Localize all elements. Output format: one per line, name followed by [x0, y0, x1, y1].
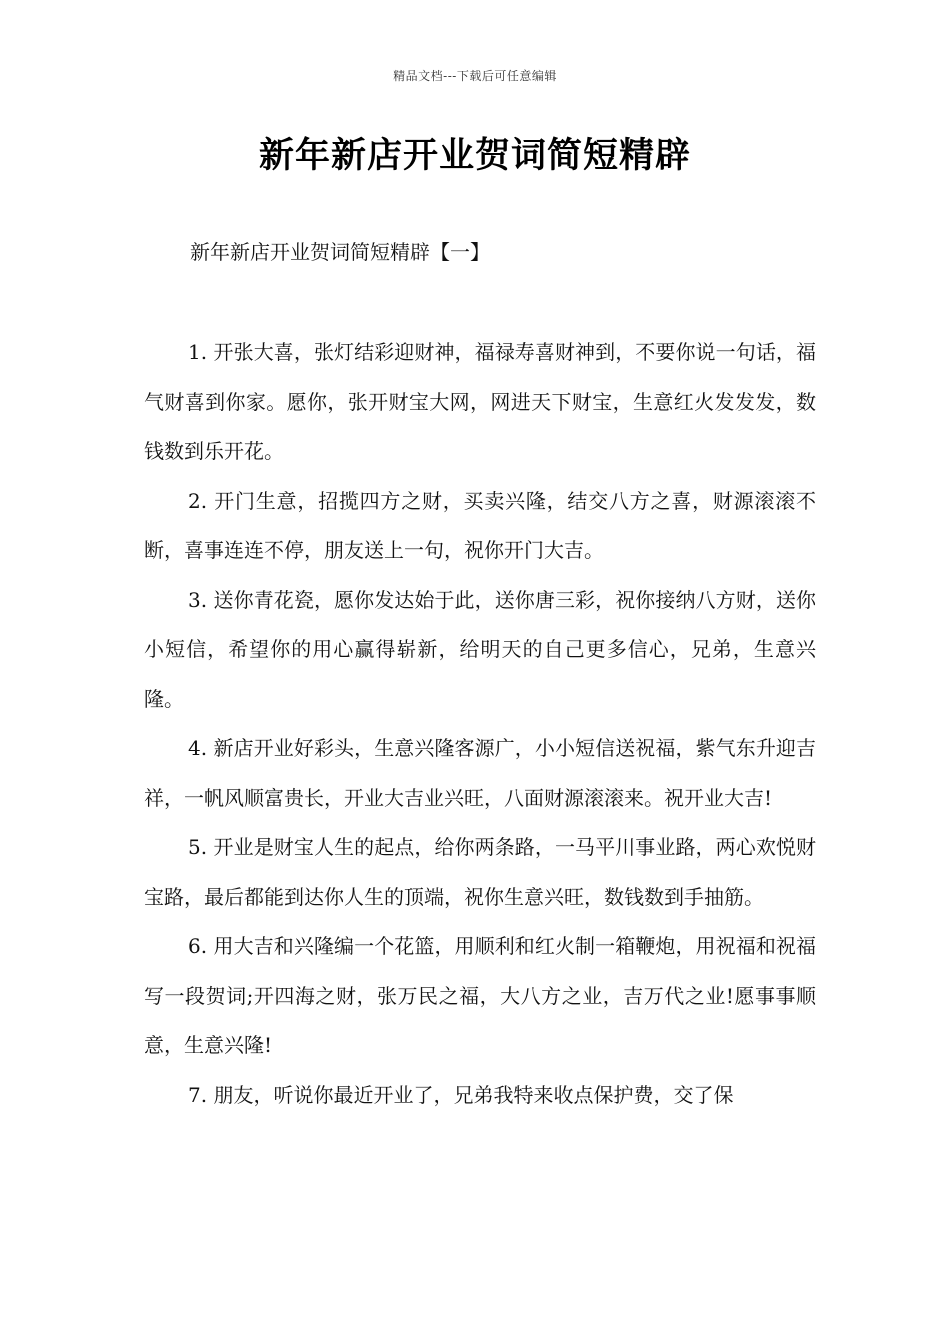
paragraph-6: 6. 用大吉和兴隆编一个花篮，用顺利和红火制一箱鞭炮，用祝福和祝福写一段贺词;开四海之财，张万民之福，大八方之业，吉万代之业!愿事事顺意，生意兴隆!	[144, 934, 816, 1057]
document-title: 新年新店开业贺词简短精辟	[258, 135, 691, 176]
paragraph-5: 5. 开业是财宝人生的起点，给你两条路，一马平川事业路，两心欢悦财宝路，最后都能到达你人生的顶端，祝你生意兴旺，数钱数到手抽筋。	[144, 835, 816, 909]
body-text	[144, 328, 816, 1120]
section-heading: 新年新店开业贺词简短精辟【一】	[190, 240, 490, 264]
paragraph-2: 2. 开门生意，招揽四方之财，买卖兴隆，结交八方之喜，财源滚滚不断，喜事连连不停，朋友送上一句，祝你开门大吉。	[144, 488, 816, 562]
paragraph-4: 4. 新店开业好彩头，生意兴隆客源广，小小短信送祝福，紫气东升迎吉祥，一帆风顺富贵长，开业大吉业兴旺，八面财源滚滚来。祝开业大吉!	[144, 736, 816, 810]
header-note: 精品文档---下载后可任意编辑	[393, 69, 557, 83]
paragraph-7: 7. 朋友，听说你最近开业了，兄弟我特来收点保护费，交了保	[188, 1082, 734, 1107]
paragraph-1: 1. 开张大喜，张灯结彩迎财神，福禄寿喜财神到，不要你说一句话，福气财喜到你家。愿你，张开财宝大网，网进天下财宝，生意红火发发发，数钱数到乐开花。	[144, 340, 816, 463]
paragraph-3: 3. 送你青花瓷，愿你发达始于此，送你唐三彩，祝你接纳八方财，送你小短信，希望你的用心赢得崭新，给明天的自己更多信心，兄弟，生意兴隆。	[144, 587, 816, 711]
